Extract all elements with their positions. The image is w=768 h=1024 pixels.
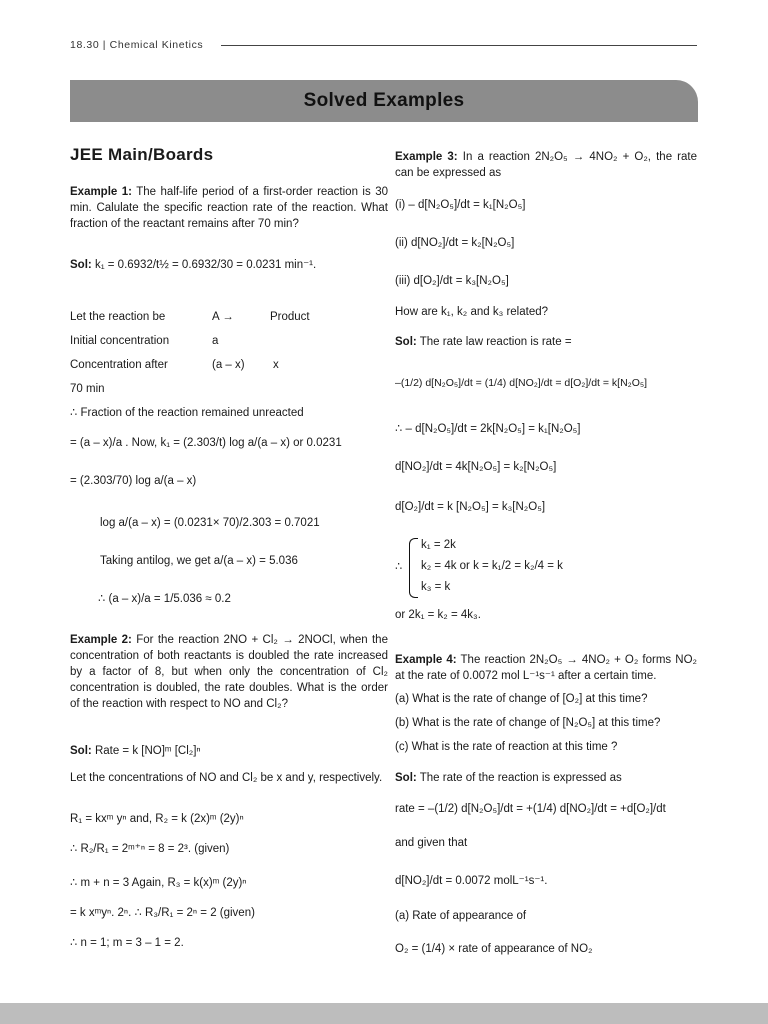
equation: = (2.303/70) log a/(a – x) [70, 475, 197, 487]
question-line: (b) What is the rate of change of [N₂O₅] at this time? [395, 717, 661, 729]
example-1-solution [70, 258, 316, 272]
equation: (ii) d[NO₂]/dt = k₂[N₂O₅] [395, 237, 515, 249]
system-line: k₃ = k [421, 581, 451, 593]
equation: log a/(a – x) = (0.0231× 70)/2.303 = 0.7021 [100, 517, 320, 529]
equation: ∴ m + n = 3 Again, R₃ = k(x)ᵐ (2y)ⁿ [70, 877, 247, 889]
example-2-label: Example 2: [70, 634, 132, 646]
question-line: How are k₁, k₂ and k₃ related? [395, 306, 549, 318]
system-line: k₂ = 4k or k = k₁/2 = k₂/4 = k [421, 560, 563, 572]
equation: ∴ n = 1; m = 3 – 1 = 2. [70, 937, 184, 949]
example-2 [70, 632, 388, 712]
page-reference: 18.30 | Chemical Kinetics [70, 39, 204, 51]
solution-text: The rate of the reaction is expressed as [419, 772, 622, 784]
equation: ∴ (a – x)/a = 1/5.036 ≈ 0.2 [98, 593, 231, 605]
example-4-question: The reaction 2N₂O₅ → 4NO₂ + O₂ forms NO₂ at the rate of 0.0072 mol L⁻¹s⁻¹ after a certain time. [395, 654, 697, 682]
text-line: (a) Rate of appearance of [395, 910, 527, 922]
equation-system [395, 538, 695, 598]
example-3-question: In a reaction 2N₂O₅ → 4NO₂ + O₂, the rate can be expressed as [395, 151, 697, 179]
row-cell: a [212, 335, 219, 347]
page-header [70, 38, 697, 52]
question-line: (a) What is the rate of change of [O₂] at this time? [395, 693, 648, 705]
equation: rate = –(1/2) d[N₂O₅]/dt = +(1/4) d[NO₂]/dt = +d[O₂]/dt [395, 803, 666, 815]
question-line: (c) What is the rate of reaction at this time ? [395, 741, 618, 753]
sol-label: Sol: [395, 336, 417, 348]
result-line: or 2k₁ = k₂ = 4k₃. [395, 609, 481, 621]
equation: d[O₂]/dt = k [N₂O₅] = k₃[N₂O₅] [395, 501, 546, 513]
therefore-symbol: ∴ [395, 561, 403, 573]
solution-text: The rate law reaction is rate = [419, 336, 572, 348]
example-2-solution [70, 744, 201, 758]
example-1-question: The half-life period of a first-order reaction is 30 min. Calulate the specific reaction rate of the reaction. What fraction of the reactant remains after 70 min? [70, 186, 388, 230]
text-line: Let the concentrations of NO and Cl₂ be x and y, respectively. [70, 772, 383, 784]
sol-label: Sol: [70, 259, 92, 271]
section-banner [70, 80, 698, 122]
equation: –(1/2) d[N₂O₅]/dt = (1/4) d[NO₂]/dt = d[O₂]/dt = k[N₂O₅] [395, 377, 648, 389]
row-label: Concentration after [70, 359, 168, 371]
row-cell: Product [270, 311, 310, 323]
equation: ∴ – d[N₂O₅]/dt = 2k[N₂O₅] = k₁[N₂O₅] [395, 423, 581, 435]
equation: (i) – d[N₂O₅]/dt = k₁[N₂O₅] [395, 199, 526, 211]
footer-band [0, 1003, 768, 1024]
example-1 [70, 184, 388, 232]
banner-title: Solved Examples [303, 90, 465, 111]
sol-label: Sol: [395, 772, 417, 784]
equation: = k xᵐyⁿ. 2ⁿ. ∴ R₃/R₁ = 2ⁿ = 2 (given) [70, 907, 255, 919]
table-row [70, 358, 279, 372]
row-cell: x [273, 359, 279, 371]
example-4-label: Example 4: [395, 654, 457, 666]
example-2-question: For the reaction 2NO + Cl₂ → 2NOCl, when the concentration of both reactants is doubled the rate increased by a factor of 8, but when only the concentration of Cl₂ concentration is doubled, the rate doubles. What is the order of the reaction with respect to NO and Cl₂? [70, 634, 388, 710]
solution-expression: Rate = k [NO]ᵐ [Cl₂]ⁿ [94, 745, 201, 757]
table-row [70, 334, 219, 348]
equation: R₁ = kxᵐ yⁿ and, R₂ = k (2x)ᵐ (2y)ⁿ [70, 813, 244, 825]
equation: = (a – x)/a . Now, k₁ = (2.303/t) log a/(a – x) or 0.0231 [70, 437, 342, 449]
section-heading: JEE Main/Boards [70, 145, 214, 164]
equation: d[NO₂]/dt = 0.0072 molL⁻¹s⁻¹. [395, 875, 548, 887]
text-line: ∴ Fraction of the reaction remained unreacted [70, 407, 304, 419]
example-1-label: Example 1: [70, 186, 132, 198]
example-3-label: Example 3: [395, 151, 458, 163]
example-3 [395, 149, 697, 181]
sol-label: Sol: [70, 745, 92, 757]
header-rule [221, 45, 697, 46]
example-3-solution [395, 335, 572, 349]
row-cell: (a – x) [212, 359, 245, 371]
row-cell: A → [212, 311, 234, 323]
row-label: Let the reaction be [70, 311, 166, 323]
table-row: 70 min [70, 383, 105, 395]
row-label: Initial concentration [70, 335, 170, 347]
example-4-solution [395, 771, 622, 785]
example-4 [395, 652, 697, 684]
equation: d[NO₂]/dt = 4k[N₂O₅] = k₂[N₂O₅] [395, 461, 557, 473]
equation: O₂ = (1/4) × rate of appearance of NO₂ [395, 943, 593, 955]
text-line: and given that [395, 837, 468, 849]
equation: ∴ R₂/R₁ = 2ᵐ⁺ⁿ = 8 = 2³. (given) [70, 843, 230, 855]
equation: (iii) d[O₂]/dt = k₃[N₂O₅] [395, 275, 509, 287]
brace-bracket [409, 538, 418, 598]
system-line: k₁ = 2k [421, 539, 456, 551]
solution-expression: k₁ = 0.6932/t½ = 0.6932/30 = 0.0231 min⁻¹. [94, 259, 317, 271]
table-row [70, 310, 310, 324]
equation: Taking antilog, we get a/(a – x) = 5.036 [100, 555, 298, 567]
